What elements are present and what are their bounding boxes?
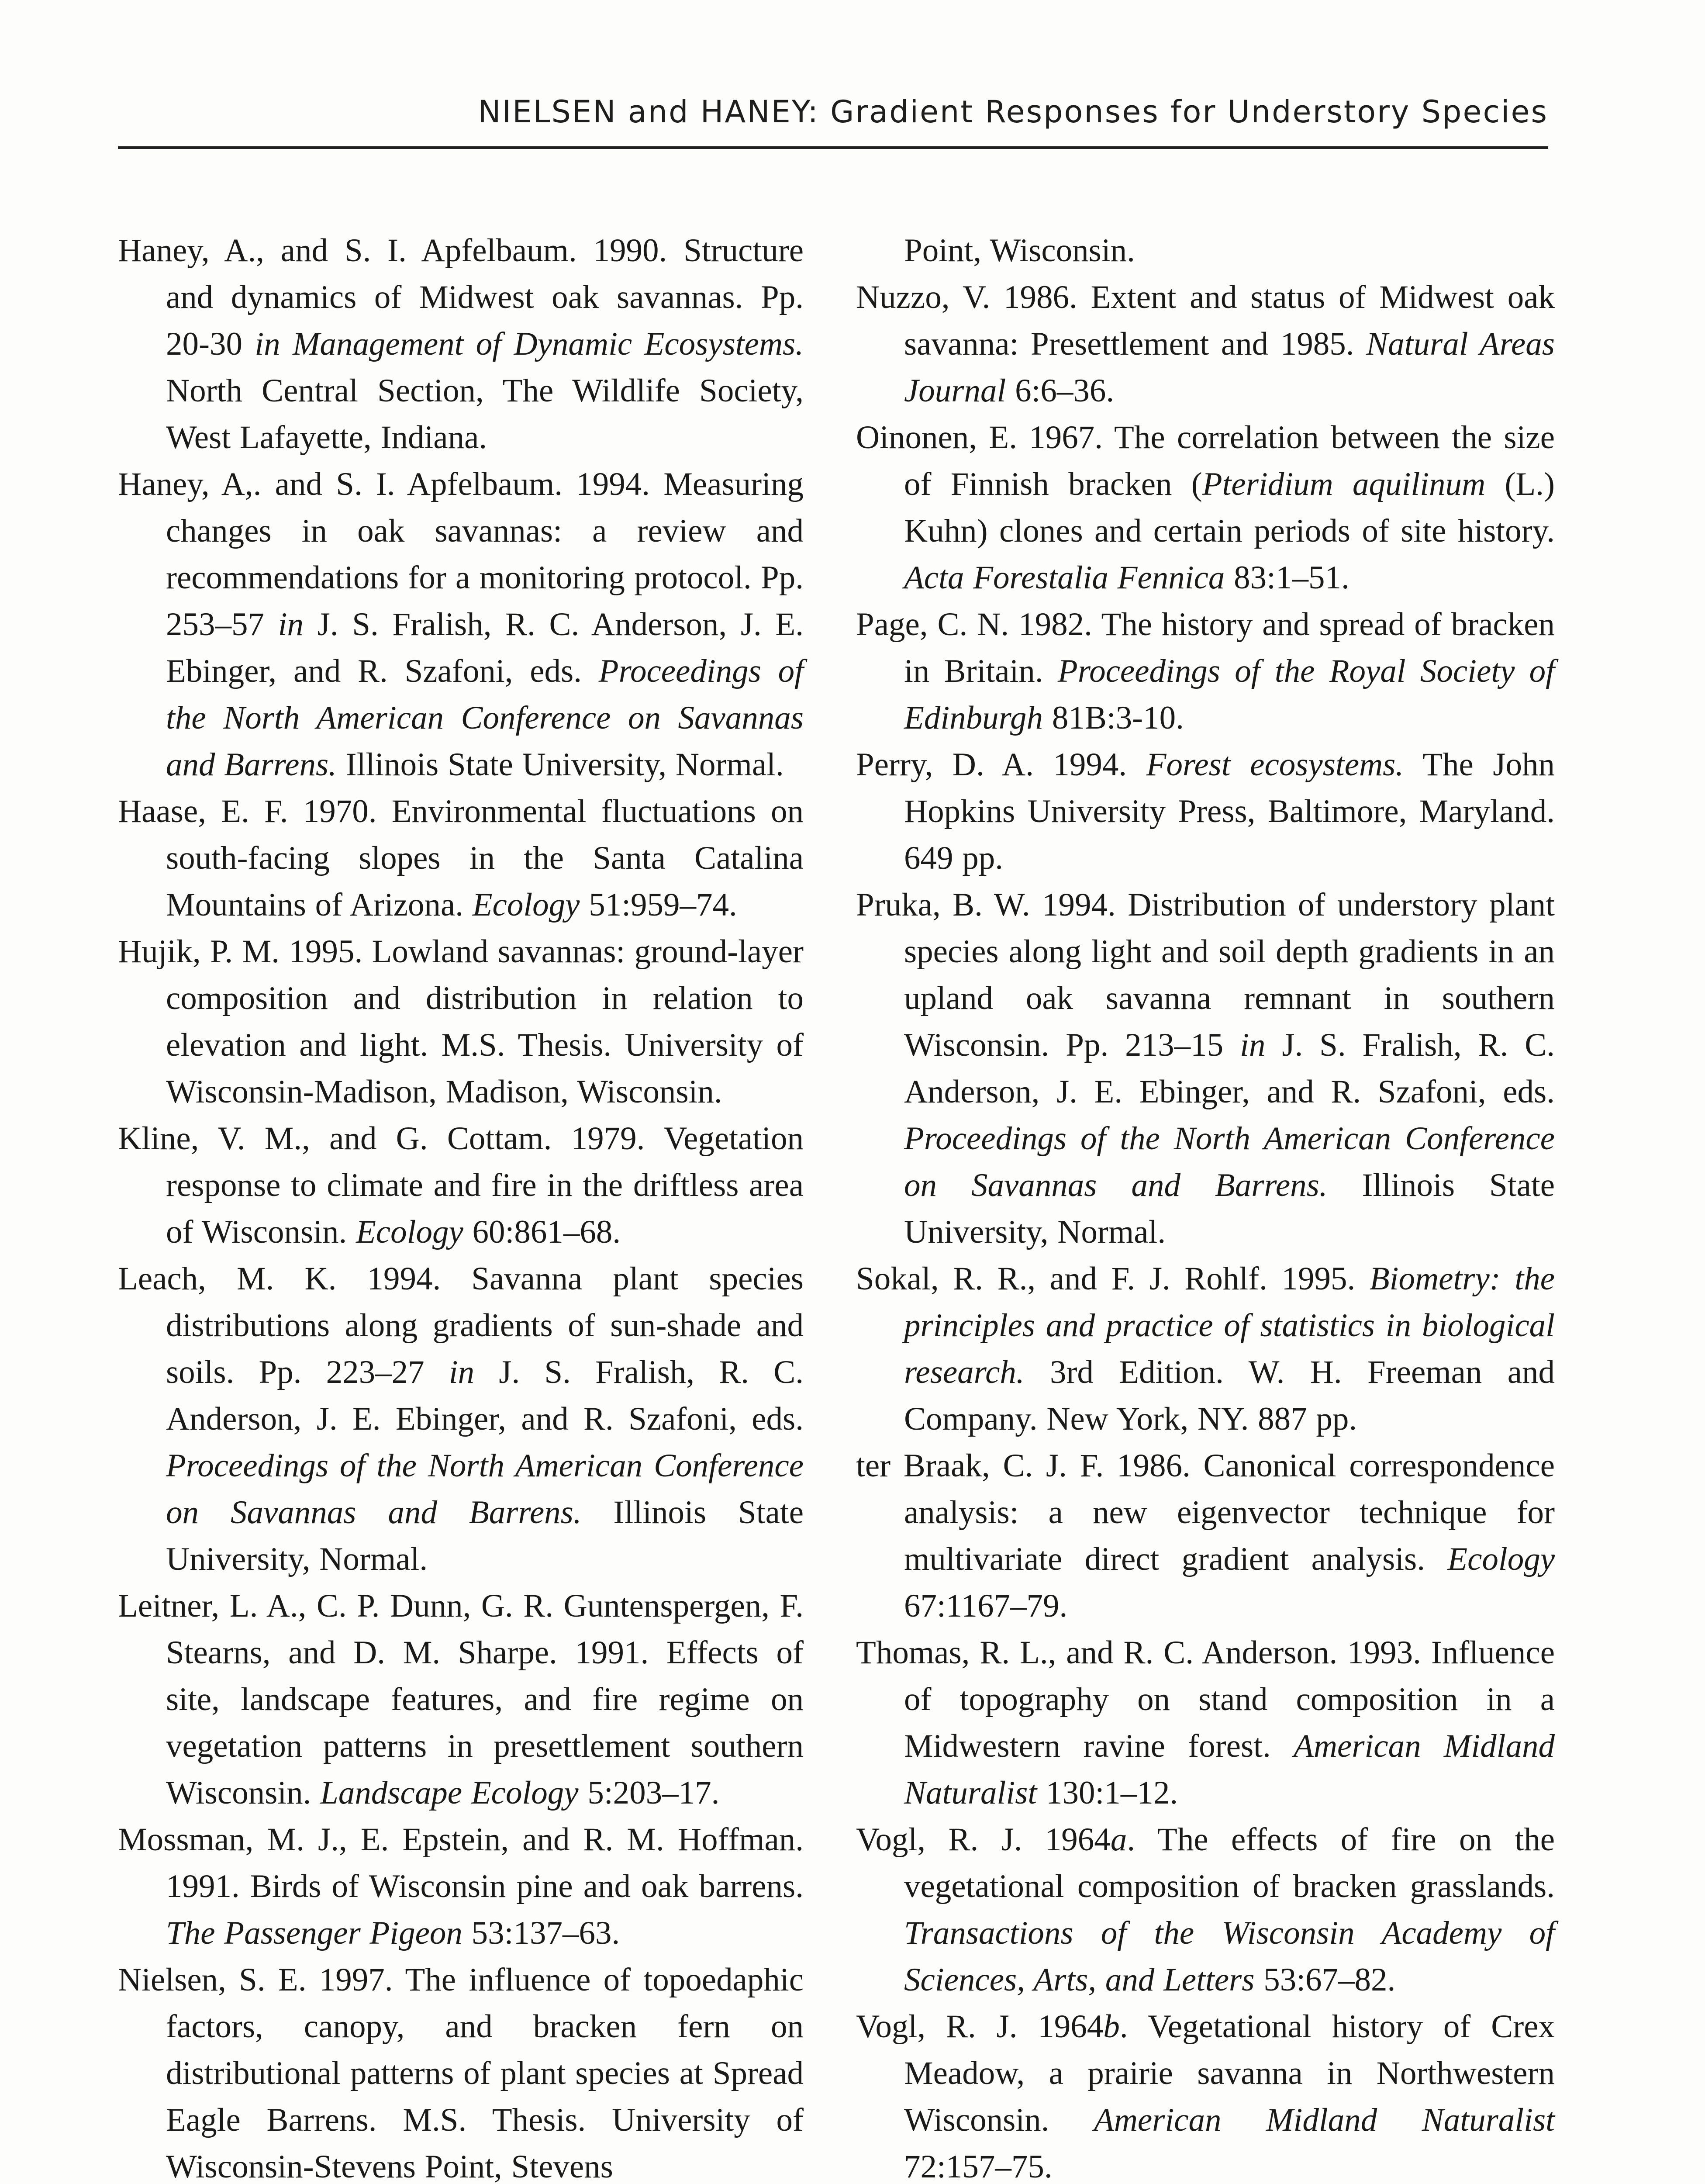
reference-entry [118, 1583, 804, 1816]
reference-italic-text: The Passenger Pigeon [166, 1915, 462, 1951]
reference-text: ter Braak, C. J. F. 1986. Canonical correspondence analysis: a new eigenvector technique for multivariate direct gradient analysis. [856, 1448, 1555, 1577]
reference-italic-text: b [1103, 2008, 1120, 2045]
reference-text: Vogl, R. J. 1964 [856, 2008, 1104, 2045]
reference-italic-text: in Management of Dynamic Ecosystems. [255, 326, 804, 362]
reference-entry [856, 2003, 1555, 2184]
reference-text: Haase, E. F. 1970. Environmental fluctuations on south-facing slopes in the Santa Catalina Mountains of Arizona. [118, 793, 804, 923]
reference-entry [856, 881, 1555, 1255]
reference-italic-text: American Midland Naturalist [1094, 2102, 1555, 2138]
reference-italic-text: Proceedings of the North American Conference on Savannas and Barrens. [166, 1448, 804, 1531]
reference-continuation: Point, Wisconsin. [904, 232, 1135, 269]
reference-text: Haney, A,. and S. I. Apfelbaum. 1994. Measuring changes in oak savannas: a review and recommendations for a monitoring protocol. Pp. 253–57 [118, 466, 804, 643]
reference-text: Oinonen, E. 1967. The correlation between the size of Finnish bracken ( [856, 419, 1555, 502]
reference-entry [118, 1956, 804, 2184]
reference-text: Hujik, P. M. 1995. Lowland savannas: ground-layer composition and distribution in relation to elevation and light. M.S. Thesis. University of Wisconsin-Madison, Madison, Wisconsin. [118, 933, 804, 1110]
reference-entry [856, 1816, 1555, 2003]
reference-entry [118, 461, 804, 788]
reference-text: Mossman, M. J., E. Epstein, and R. M. Hoffman. 1991. Birds of Wisconsin pine and oak barrens. [118, 1821, 804, 1904]
reference-entry [856, 1629, 1555, 1816]
reference-text: Sokal, R. R., and F. J. Rohlf. 1995. [856, 1261, 1370, 1297]
reference-italic-text: Pteridium aquilinum [1202, 466, 1486, 502]
reference-italic-text: Proceedings of the North American Conference on Savannas and Barrens. [166, 653, 804, 783]
reference-text: 60:861–68. [463, 1214, 621, 1250]
reference-text: 6:6–36. [1006, 373, 1115, 409]
reference-text: North Central Section, The Wildlife Society, West Lafayette, Indiana. [166, 373, 804, 456]
reference-text: Haney, A., and S. I. Apfelbaum. 1990. Structure and dynamics of Midwest oak savannas. Pp. 20-30 [118, 232, 804, 362]
reference-italic-text: Biometry: the principles and practice of statistics in biological research. [904, 1261, 1555, 1390]
reference-entry [118, 1115, 804, 1255]
reference-text: The John Hopkins University Press, Baltimore, Maryland. 649 pp. [904, 746, 1555, 876]
reference-italic-text: Proceedings of the Royal Society of Edinburgh [904, 653, 1555, 736]
reference-entry [118, 788, 804, 928]
reference-entry [118, 928, 804, 1115]
reference-entry [856, 1442, 1555, 1629]
reference-text: 130:1–12. [1037, 1775, 1178, 1811]
reference-italic-text: Ecology [472, 887, 580, 923]
reference-text: 51:959–74. [580, 887, 737, 923]
reference-entry [856, 601, 1555, 741]
reference-italic-text: in [1240, 1027, 1266, 1063]
reference-entry [856, 274, 1555, 414]
reference-text: Kline, V. M., and G. Cottam. 1979. Vegetation response to climate and fire in the driftless area of Wisconsin. [118, 1120, 804, 1250]
reference-text: 72:157–75. [904, 2149, 1053, 2184]
reference-text: J. S. Fralish, R. C. Anderson, J. E. Ebinger, and R. Szafoni, eds. [166, 606, 804, 689]
reference-italic-text: Landscape Ecology [320, 1775, 579, 1811]
reference-text: (L.) Kuhn) clones and certain periods of site history. [904, 466, 1555, 549]
reference-italic-text: Proceedings of the North American Conference on Savannas and Barrens. [904, 1120, 1555, 1203]
reference-text: 5:203–17. [578, 1775, 720, 1811]
reference-text: 83:1–51. [1225, 560, 1350, 596]
reference-entry [856, 741, 1555, 881]
reference-text: Leach, M. K. 1994. Savanna plant species distributions along gradients of sun-shade and soils. Pp. 223–27 [118, 1261, 804, 1390]
reference-entry [118, 1255, 804, 1583]
reference-italic-text: Ecology [1447, 1541, 1555, 1577]
reference-text: Pruka, B. W. 1994. Distribution of understory plant species along light and soil depth gradients in an upland oak savanna remnant in southern Wisconsin. Pp. 213–15 [856, 887, 1555, 1063]
reference-text: 53:137–63. [462, 1915, 620, 1951]
reference-italic-text: Acta Forestalia Fennica [904, 560, 1225, 596]
reference-text: Illinois State University, Normal. [336, 746, 784, 783]
reference-text: Illinois State University, Normal. [904, 1167, 1555, 1250]
reference-text: 3rd Edition. W. H. Freeman and Company. New York, NY. 887 pp. [904, 1354, 1555, 1437]
reference-text: J. S. Fralish, R. C. Anderson, J. E. Ebinger, and R. Szafoni, eds. [166, 1354, 804, 1437]
reference-text: Nielsen, S. E. 1997. The influence of topoedaphic factors, canopy, and bracken fern on distributional patterns of plant species at Spread Eagle Barrens. M.S. Thesis. University of Wisconsin-Stevens Point, Stevens [118, 1962, 804, 2184]
reference-entry [118, 1816, 804, 1956]
reference-column-left [118, 227, 804, 2184]
reference-italic-text: a [1110, 1821, 1127, 1858]
reference-text: Illinois State University, Normal. [166, 1494, 804, 1577]
header-rule [118, 146, 1548, 149]
reference-text: Thomas, R. L., and R. C. Anderson. 1993. Influence of topography on stand composition in a Midwestern ravine forest. [856, 1635, 1555, 1764]
reference-italic-text: Natural Areas Journal [904, 326, 1555, 409]
reference-column-right [856, 227, 1555, 2184]
reference-italic-text: Ecology [356, 1214, 463, 1250]
reference-italic-text: Transactions of the Wisconsin Academy of Sciences, Arts, and Letters [904, 1915, 1555, 1998]
reference-text: Page, C. N. 1982. The history and spread of bracken in Britain. [856, 606, 1555, 689]
reference-italic-text: American Midland Naturalist [904, 1728, 1555, 1811]
reference-italic-text: in [449, 1354, 475, 1390]
reference-text: J. S. Fralish, R. C. Anderson, J. E. Ebinger, and R. Szafoni, eds. [904, 1027, 1555, 1110]
reference-text: 67:1167–79. [904, 1588, 1068, 1624]
reference-entry [856, 1255, 1555, 1442]
reference-text: Leitner, L. A., C. P. Dunn, G. R. Guntenspergen, F. Stearns, and D. M. Sharpe. 1991. Effects of site, landscape features, and fire regime on vegetation patterns in presettlement southern Wisconsin. [118, 1588, 804, 1811]
reference-text: 81B:3-10. [1043, 700, 1184, 736]
reference-text: Vogl, R. J. 1964 [856, 1821, 1111, 1858]
running-head: NIELSEN and HANEY: Gradient Responses for Understory Species [478, 94, 1548, 130]
reference-entry [118, 227, 804, 461]
reference-text: 53:67–82. [1254, 1962, 1396, 1998]
reference-entry [856, 414, 1555, 601]
reference-text: Perry, D. A. 1994. [856, 746, 1146, 783]
reference-text: . The effects of fire on the vegetational composition of bracken grasslands. [904, 1821, 1555, 1904]
reference-text: . Vegetational history of Crex Meadow, a prairie savanna in Northwestern Wisconsin. [904, 2008, 1555, 2138]
reference-italic-text: Forest ecosystems. [1146, 746, 1404, 783]
reference-text: Nuzzo, V. 1986. Extent and status of Midwest oak savanna: Presettlement and 1985. [856, 279, 1555, 362]
reference-italic-text: in [278, 606, 304, 643]
